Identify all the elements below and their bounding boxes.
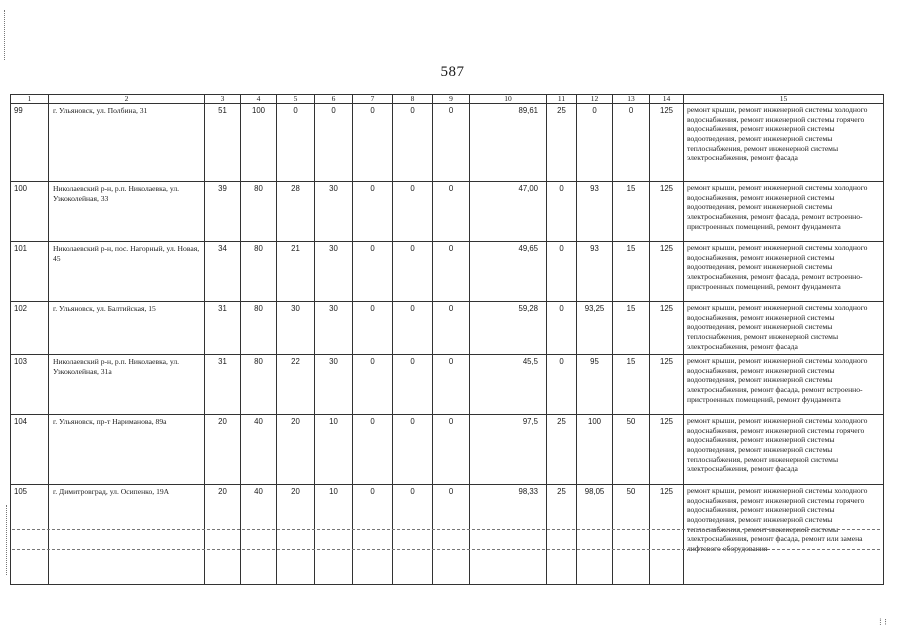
value-cell: 10: [315, 485, 353, 585]
address-cell: г. Ульяновск, ул. Балтийская, 15: [49, 302, 205, 355]
column-number: 7: [353, 95, 393, 104]
value-cell: 21: [277, 242, 315, 302]
column-number-row: [11, 95, 884, 104]
value-cell: 22: [277, 355, 315, 415]
value-cell: 15: [613, 182, 650, 242]
value-cell: 0: [393, 182, 433, 242]
value-cell: 15: [613, 355, 650, 415]
value-cell: 50: [613, 485, 650, 585]
column-number: 13: [613, 95, 650, 104]
value-cell: 0: [353, 182, 393, 242]
value-cell: 0: [393, 302, 433, 355]
value-cell: 0: [547, 302, 577, 355]
column-number: 11: [547, 95, 577, 104]
column-number: 10: [470, 95, 547, 104]
value-cell: 0: [433, 355, 470, 415]
row-number: 103: [11, 355, 49, 415]
value-cell: 89,61: [470, 104, 547, 182]
value-cell: 0: [277, 104, 315, 182]
address-cell: Николаевский р-н, р.п. Николаевка, ул. Узкоколейная, 31а: [49, 355, 205, 415]
value-cell: 10: [315, 415, 353, 485]
value-cell: 0: [433, 182, 470, 242]
row-number: 101: [11, 242, 49, 302]
value-cell: 95: [577, 355, 613, 415]
row-number: 104: [11, 415, 49, 485]
value-cell: 0: [353, 415, 393, 485]
value-cell: 30: [315, 242, 353, 302]
value-cell: 28: [277, 182, 315, 242]
value-cell: 20: [277, 415, 315, 485]
value-cell: 80: [241, 242, 277, 302]
value-cell: 125: [650, 355, 684, 415]
value-cell: 40: [241, 415, 277, 485]
column-number: 2: [49, 95, 205, 104]
value-cell: 0: [547, 355, 577, 415]
scan-artifact-line: [12, 529, 880, 530]
works-list-cell: ремонт крыши, ремонт инженерной системы холодного водоснабжения, ремонт инженерной системы горячего водоснабжения, ремонт инженерной системы водоотведения, ремонт инженерной системы теплоснабжения, ремонт инженерной системы электроснабжения, ремонт фасада, ремонт или замена лифтового оборудования: [684, 485, 884, 585]
value-cell: 34: [205, 242, 241, 302]
value-cell: 25: [547, 415, 577, 485]
value-cell: 51: [205, 104, 241, 182]
address-cell: г. Димитровград, ул. Осипенко, 19А: [49, 485, 205, 585]
works-list-cell: ремонт крыши, ремонт инженерной системы холодного водоснабжения, ремонт инженерной системы водоотведения, ремонт инженерной системы электроснабжения, ремонт фасада, ремонт встроенно-пристроенных помещений, ремонт фундамента: [684, 182, 884, 242]
value-cell: 0: [433, 104, 470, 182]
value-cell: 80: [241, 355, 277, 415]
table-row: [11, 182, 884, 242]
repair-program-table: [10, 94, 884, 585]
column-number: 6: [315, 95, 353, 104]
value-cell: 15: [613, 302, 650, 355]
value-cell: 59,28: [470, 302, 547, 355]
value-cell: 93,25: [577, 302, 613, 355]
value-cell: 20: [277, 485, 315, 585]
value-cell: 0: [393, 242, 433, 302]
value-cell: 39: [205, 182, 241, 242]
value-cell: 125: [650, 242, 684, 302]
value-cell: 0: [393, 485, 433, 585]
table-row: [11, 485, 884, 585]
value-cell: 30: [315, 302, 353, 355]
value-cell: 0: [353, 242, 393, 302]
value-cell: 0: [353, 485, 393, 585]
value-cell: 0: [353, 355, 393, 415]
value-cell: 30: [315, 182, 353, 242]
value-cell: 0: [433, 242, 470, 302]
value-cell: 98,33: [470, 485, 547, 585]
value-cell: 50: [613, 415, 650, 485]
value-cell: 125: [650, 182, 684, 242]
page-number: 587: [440, 64, 465, 80]
column-number: 3: [205, 95, 241, 104]
value-cell: 20: [205, 485, 241, 585]
value-cell: 30: [315, 355, 353, 415]
value-cell: 0: [393, 415, 433, 485]
value-cell: 0: [433, 302, 470, 355]
table-row: [11, 242, 884, 302]
value-cell: 30: [277, 302, 315, 355]
row-number: 102: [11, 302, 49, 355]
column-number: 9: [433, 95, 470, 104]
value-cell: 98,05: [577, 485, 613, 585]
address-cell: Николаевский р-н, пос. Нагорный, ул. Новая, 45: [49, 242, 205, 302]
value-cell: 47,00: [470, 182, 547, 242]
value-cell: 125: [650, 104, 684, 182]
value-cell: 20: [205, 415, 241, 485]
value-cell: 31: [205, 302, 241, 355]
scan-artifact-mark: ⁞ ⁝: [879, 617, 887, 627]
works-list-cell: ремонт крыши, ремонт инженерной системы холодного водоснабжения, ремонт инженерной системы горячего водоснабжения, ремонт инженерной системы водоотведения, ремонт инженерной системы теплоснабжения, ремонт инженерной системы электроснабжения, ремонт фасада: [684, 104, 884, 182]
value-cell: 0: [547, 182, 577, 242]
table-row: [11, 355, 884, 415]
value-cell: 0: [353, 104, 393, 182]
value-cell: 45,5: [470, 355, 547, 415]
row-number: 99: [11, 104, 49, 182]
value-cell: 93: [577, 182, 613, 242]
column-number: 1: [11, 95, 49, 104]
value-cell: 0: [393, 355, 433, 415]
value-cell: 125: [650, 415, 684, 485]
value-cell: 125: [650, 302, 684, 355]
column-number: 8: [393, 95, 433, 104]
value-cell: 0: [577, 104, 613, 182]
value-cell: 93: [577, 242, 613, 302]
row-number: 105: [11, 485, 49, 585]
scan-artifact-edge: [4, 10, 5, 60]
address-cell: г. Ульяновск, пр-т Нариманова, 89а: [49, 415, 205, 485]
value-cell: 0: [393, 104, 433, 182]
value-cell: 125: [650, 485, 684, 585]
value-cell: 25: [547, 104, 577, 182]
column-number: 12: [577, 95, 613, 104]
address-cell: г. Ульяновск, ул. Полбина, 31: [49, 104, 205, 182]
value-cell: 0: [547, 242, 577, 302]
value-cell: 97,5: [470, 415, 547, 485]
column-number: 4: [241, 95, 277, 104]
value-cell: 49,65: [470, 242, 547, 302]
value-cell: 0: [353, 302, 393, 355]
scan-artifact-line: [12, 549, 880, 550]
value-cell: 40: [241, 485, 277, 585]
table-row: [11, 302, 884, 355]
value-cell: 0: [613, 104, 650, 182]
column-number: 15: [684, 95, 884, 104]
value-cell: 80: [241, 182, 277, 242]
works-list-cell: ремонт крыши, ремонт инженерной системы холодного водоснабжения, ремонт инженерной системы водоотведения, ремонт инженерной системы электроснабжения, ремонт фасада, ремонт встроенно-пристроенных помещений, ремонт фундамента: [684, 242, 884, 302]
works-list-cell: ремонт крыши, ремонт инженерной системы холодного водоснабжения, ремонт инженерной системы водоотведения, ремонт инженерной системы электроснабжения, ремонт фасада, ремонт встроенно-пристроенных помещений, ремонт фундамента: [684, 355, 884, 415]
scan-artifact-edge: [6, 505, 7, 575]
value-cell: 25: [547, 485, 577, 585]
works-list-cell: ремонт крыши, ремонт инженерной системы холодного водоснабжения, ремонт инженерной системы горячего водоснабжения, ремонт инженерной системы водоотведения, ремонт инженерной системы теплоснабжения, ремонт инженерной системы электроснабжения, ремонт фасада: [684, 415, 884, 485]
value-cell: 100: [577, 415, 613, 485]
value-cell: 0: [433, 485, 470, 585]
value-cell: 80: [241, 302, 277, 355]
value-cell: 100: [241, 104, 277, 182]
table-row: [11, 104, 884, 182]
value-cell: 0: [315, 104, 353, 182]
value-cell: 0: [433, 415, 470, 485]
value-cell: 15: [613, 242, 650, 302]
table-row: [11, 415, 884, 485]
column-number: 5: [277, 95, 315, 104]
works-list-cell: ремонт крыши, ремонт инженерной системы холодного водоснабжения, ремонт инженерной системы водоотведения, ремонт инженерной системы теплоснабжения, ремонт инженерной системы электроснабжения, ремонт фасада: [684, 302, 884, 355]
value-cell: 31: [205, 355, 241, 415]
row-number: 100: [11, 182, 49, 242]
address-cell: Николаевский р-н, р.п. Николаевка, ул. Узкоколейная, 33: [49, 182, 205, 242]
column-number: 14: [650, 95, 684, 104]
